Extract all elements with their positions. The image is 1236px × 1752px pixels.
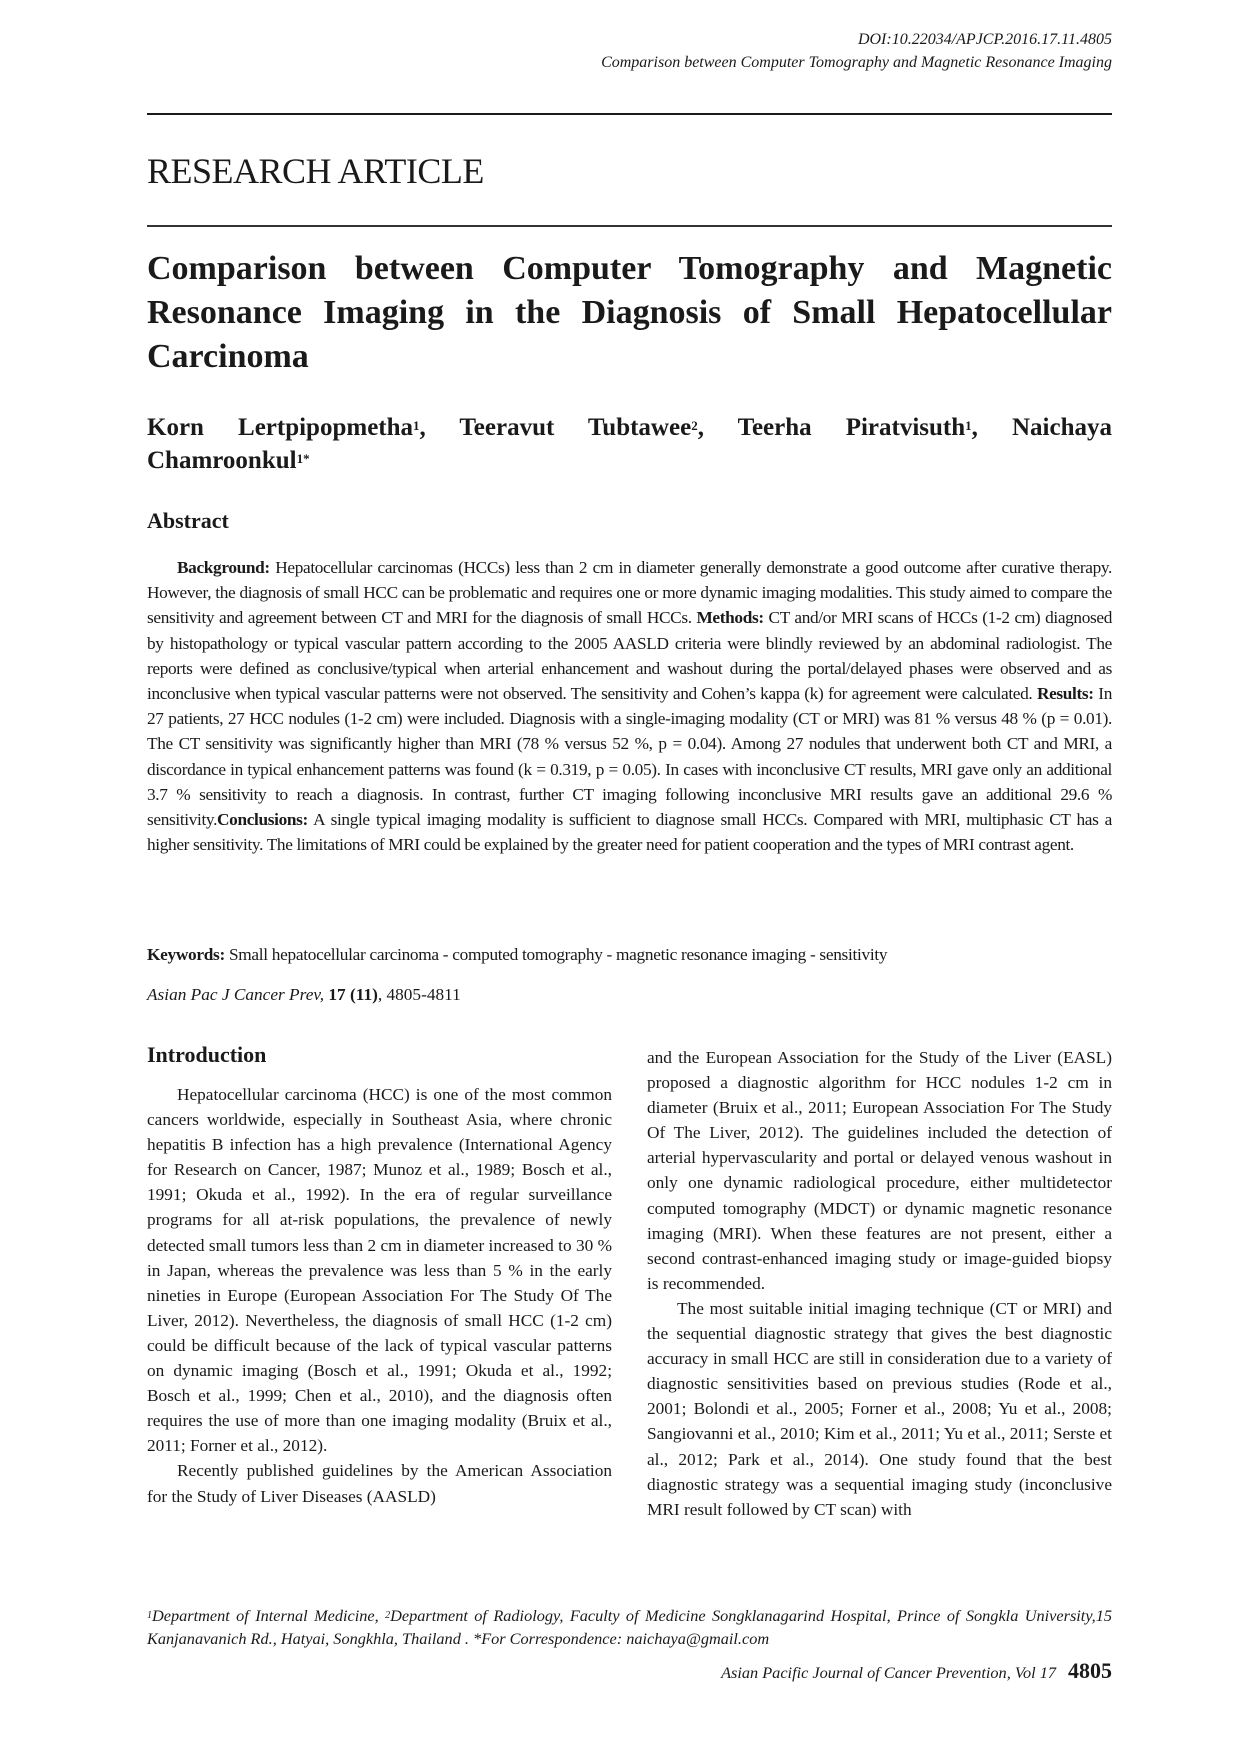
abstract-heading: Abstract [147, 508, 229, 533]
methods-label: Methods: [696, 608, 764, 628]
abstract-body [147, 555, 1112, 857]
affiliations [147, 1604, 1112, 1650]
body-paragraph: Hepatocellular carcinoma (HCC) is one of the most common cancers worldwide, especially in Southeast Asia, where chronic hepatitis B infection has a high prevalence (International Agency for Research on Cancer, 1987; Munoz et al., 1989; Bosch et al., 1991; Okuda et al., 1992). In the era of regular surveillance programs for all at-risk populations, the prevalence of newly detected small tumors less than 2 cm in diameter increased to 30 % in Japan, whereas the prevalence was less than 5 % in the early nineties in Europe (European Association For The Study Of The Liver, 2012). Nevertheless, the diagnosis of small HCC (1-2 cm) could be difficult because of the lack of typical vascular patterns on dynamic imaging (Bosch et al., 1991; Okuda et al., 1992; Bosch et al., 1999; Chen et al., 2010), and the diagnosis often requires the use of more than one imaging modality (Bruix et al., 2011; Forner et al., 2012). [147, 1085, 612, 1456]
methods-text: CT and/or MRI scans of HCCs (1-2 cm) diagnosed by histopathology or typical vascular pattern according to the 2005 AASLD criteria were blindly reviewed by an abdominal radiologist. The reports were defined as conclusive/typical when arterial enhancement and washout during the portal/delayed phases were observed and as inconclusive when typical vascular patterns were not observed. The sensitivity and Cohen’s kappa (k) for agreement were calculated. [147, 608, 1112, 704]
body-paragraph: The most suitable initial imaging technique (CT or MRI) and the sequential diagnostic strategy that gives the best diagnostic accuracy in small HCC are still in consideration due to a variety of diagnostic sensitivities based on previous studies (Rode et al., 2001; Bolondi et al., 2005; Forner et al., 2008; Yu et al., 2008; Sangiovanni et al., 2010; Kim et al., 2011; Yu et al., 2011; Serste et al., 2012; Park et al., 2014). One study found that the best diagnostic strategy was a sequential imaging study (inconclusive MRI result followed by CT scan) with [647, 1298, 1112, 1519]
citation [147, 985, 461, 1005]
results-label: Results: [1036, 684, 1094, 704]
abstract-paragraph [147, 555, 1112, 857]
author-separator: , [697, 414, 738, 441]
article-title: Comparison between Computer Tomography and Magnetic Resonance Imaging in the Diagnosis of Small Hepatocellular Carcinoma [147, 250, 1112, 375]
page-number: 4805 [1068, 1658, 1112, 1683]
affiliation-text: Department of Radiology, Faculty of Medicine Songklanagarind Hospital, Prince of Songkla University,15 Kanjanavanich Rd., Hatyai, Songkhla, Thailand . *For Correspondence: naichaya@gmail.com [147, 1606, 1113, 1648]
affiliation-marker: 2 [385, 1610, 391, 1621]
keywords [147, 945, 887, 965]
conclusions-label: Conclusions: [217, 810, 308, 830]
body-paragraph: and the European Association for the Study of the Liver (EASL) proposed a diagnostic algorithm for HCC nodules 1-2 cm in diameter (Bruix et al., 2011; European Association For The Study Of The Liver, 2012). The guidelines included the detection of arterial hypervascularity and portal or delayed venous washout in only one dynamic radiological procedure, either multidetector computed tomography (MDCT) or dynamic magnetic resonance imaging (MRI). When these features are not present, either a second contrast-enhanced imaging study or image-guided biopsy is recommended. [647, 1048, 1112, 1293]
affiliation-marker: 1 [147, 1610, 152, 1621]
running-head [147, 28, 1112, 74]
author-list [147, 411, 1112, 477]
author-separator: , [419, 414, 460, 441]
body-column-left [147, 1040, 612, 1509]
citation-volume: 17 (11) [328, 985, 378, 1004]
author-affiliation-marker: 1 [965, 418, 972, 433]
page-footer [721, 1658, 1112, 1684]
doi[interactable]: DOI:10.22034/APJCP.2016.17.11.4805 [857, 31, 1112, 48]
title-divider [147, 225, 1112, 227]
background-text: Hepatocellular carcinomas (HCCs) less than 2 cm in diameter generally demonstrate a good outcome after curative therapy. However, the diagnosis of small HCC can be problematic and requires one or more dynamic imaging modalities. This study aimed to compare the sensitivity and agreement between CT and MRI for the diagnosis of small HCCs. [147, 558, 1112, 628]
body-column-right [647, 1045, 1112, 1522]
citation-journal: Asian Pac J Cancer Prev, [147, 985, 325, 1004]
background-label: Background: [177, 558, 270, 577]
author-name: Teerha Piratvisuth [737, 414, 966, 441]
body-paragraph: Recently published guidelines by the American Association for the Study of Liver Diseases (AASLD) [147, 1461, 612, 1506]
introduction-heading: Introduction [147, 1042, 267, 1067]
affiliation-text: Department of Internal Medicine, [152, 1606, 386, 1625]
author-name: Teeravut Tubtawee [459, 414, 692, 441]
author-affiliation-marker: 1 [413, 418, 420, 433]
section-label: RESEARCH ARTICLE [147, 151, 484, 191]
author-name: Korn Lertpipopmetha [147, 414, 414, 441]
footer-journal: Asian Pacific Journal of Cancer Prevention, Vol 17 [721, 1663, 1056, 1682]
author-affiliation-marker: 2 [691, 418, 698, 433]
results-text: In 27 patients, 27 HCC nodules (1-2 cm) were included. Diagnosis with a single-imaging modality (CT or MRI) was 81 % versus 48 % (p = 0.01). The CT sensitivity was significantly higher than MRI (78 % versus 52 %, p = 0.04). Among 27 nodules that underwent both CT and MRI, a discordance in typical enhancement patterns was found (k = 0.319, p = 0.05). In cases with inconclusive CT results, MRI gave only an additional 3.7 % sensitivity to reach a diagnosis. In contrast, further CT imaging following inconclusive MRI results gave an additional 29.6 % sensitivity. [147, 684, 1112, 830]
keywords-label: Keywords: [147, 945, 225, 964]
header-divider [147, 113, 1112, 115]
citation-pages: , 4805-4811 [377, 985, 461, 1004]
author-name: Naichaya Chamroonkul [147, 414, 1112, 474]
author-affiliation-marker: 1* [296, 451, 310, 466]
author-separator: , [971, 414, 1012, 441]
keywords-text: Small hepatocellular carcinoma - computed tomography - magnetic resonance imaging - sensitivity [224, 945, 888, 964]
conclusions-text: A single typical imaging modality is sufficient to diagnose small HCCs. Compared with MRI, multiphasic CT has a higher sensitivity. The limitations of MRI could be explained by the greater need for patient cooperation and the types of MRI contrast agent. [147, 810, 1112, 855]
running-title: Comparison between Computer Tomography and Magnetic Resonance Imaging [601, 54, 1112, 71]
